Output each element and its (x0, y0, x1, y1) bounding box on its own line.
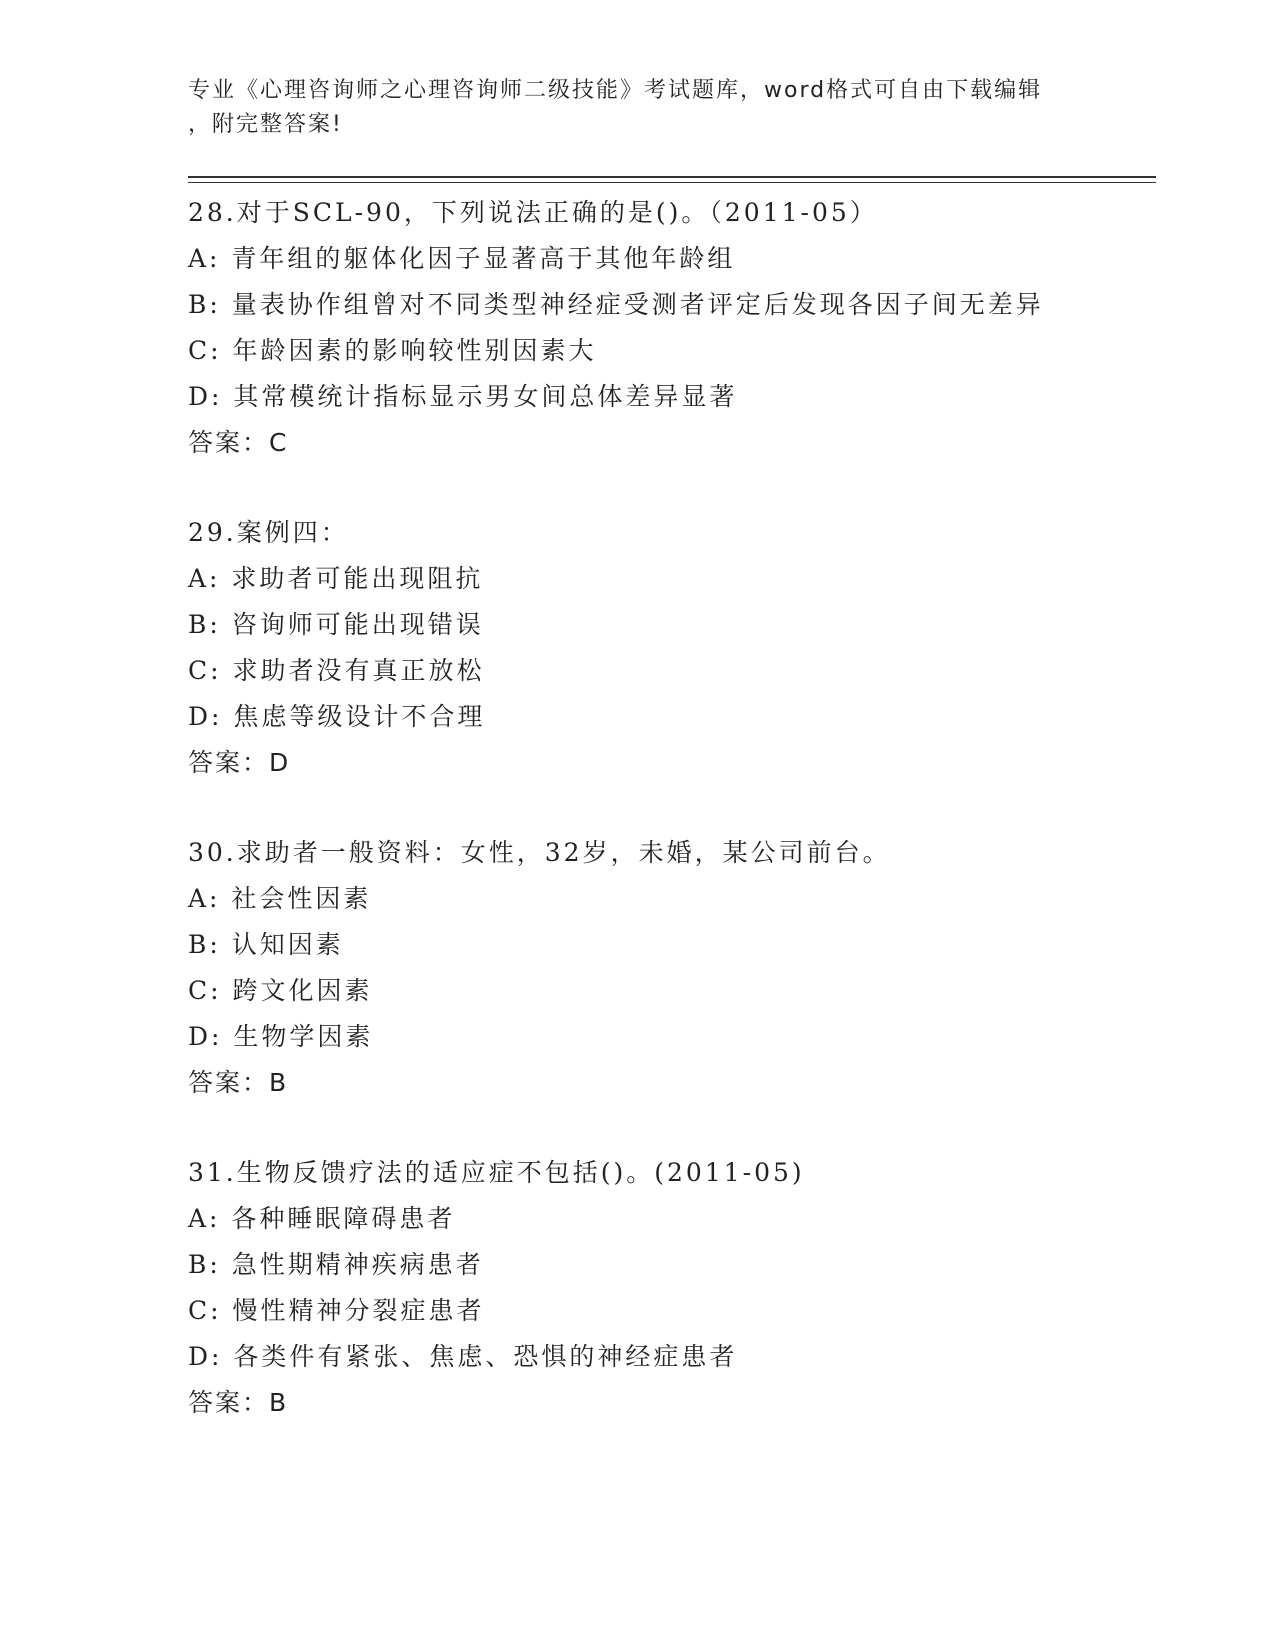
question-list (188, 190, 1156, 1470)
option-d: D: 各类件有紧张、焦虑、恐惧的神经症患者 (188, 1342, 738, 1371)
question-28 (188, 190, 1156, 466)
option-b: B: 量表协作组曾对不同类型神经症受测者评定后发现各因子间无差异 (188, 290, 1044, 319)
option-b: B: 认知因素 (188, 930, 344, 959)
question-stem: 29.案例四： (188, 518, 349, 547)
question-31 (188, 1150, 1156, 1426)
option-a: A: 社会性因素 (188, 884, 372, 913)
option-a: A: 青年组的躯体化因子显著高于其他年龄组 (188, 244, 736, 273)
option-d: D: 生物学因素 (188, 1022, 374, 1051)
option-c: C: 年龄因素的影响较性别因素大 (188, 336, 597, 365)
option-d: D: 焦虑等级设计不合理 (188, 702, 486, 731)
header-line-2: ，附完整答案! (188, 112, 343, 137)
option-b: B: 咨询师可能出现错误 (188, 610, 484, 639)
question-29 (188, 510, 1156, 786)
option-a: A: 求助者可能出现阻抗 (188, 564, 484, 593)
question-stem: 30.求助者一般资料：女性，32岁，未婚，某公司前台。 (188, 838, 891, 867)
option-c: C: 求助者没有真正放松 (188, 656, 485, 685)
option-c: C: 跨文化因素 (188, 976, 373, 1005)
question-stem: 28.对于SCL-90，下列说法正确的是()。（2011-05） (188, 198, 878, 227)
option-c: C: 慢性精神分裂症患者 (188, 1296, 485, 1325)
header-divider (188, 176, 1156, 183)
option-a: A: 各种睡眠障碍患者 (188, 1204, 456, 1233)
answer: 答案：D (188, 748, 291, 777)
option-d: D: 其常模统计指标显示男女间总体差异显著 (188, 382, 738, 411)
question-30 (188, 830, 1156, 1106)
answer: 答案：C (188, 428, 289, 457)
answer: 答案：B (188, 1388, 289, 1417)
document-header (188, 74, 1068, 142)
header-line-1: 专业《心理咨询师之心理咨询师二级技能》考试题库，word格式可自由下载编辑 (188, 78, 1043, 103)
answer: 答案：B (188, 1068, 289, 1097)
option-b: B: 急性期精神疾病患者 (188, 1250, 484, 1279)
question-stem: 31.生物反馈疗法的适应症不包括()。(2011-05) (188, 1158, 805, 1187)
